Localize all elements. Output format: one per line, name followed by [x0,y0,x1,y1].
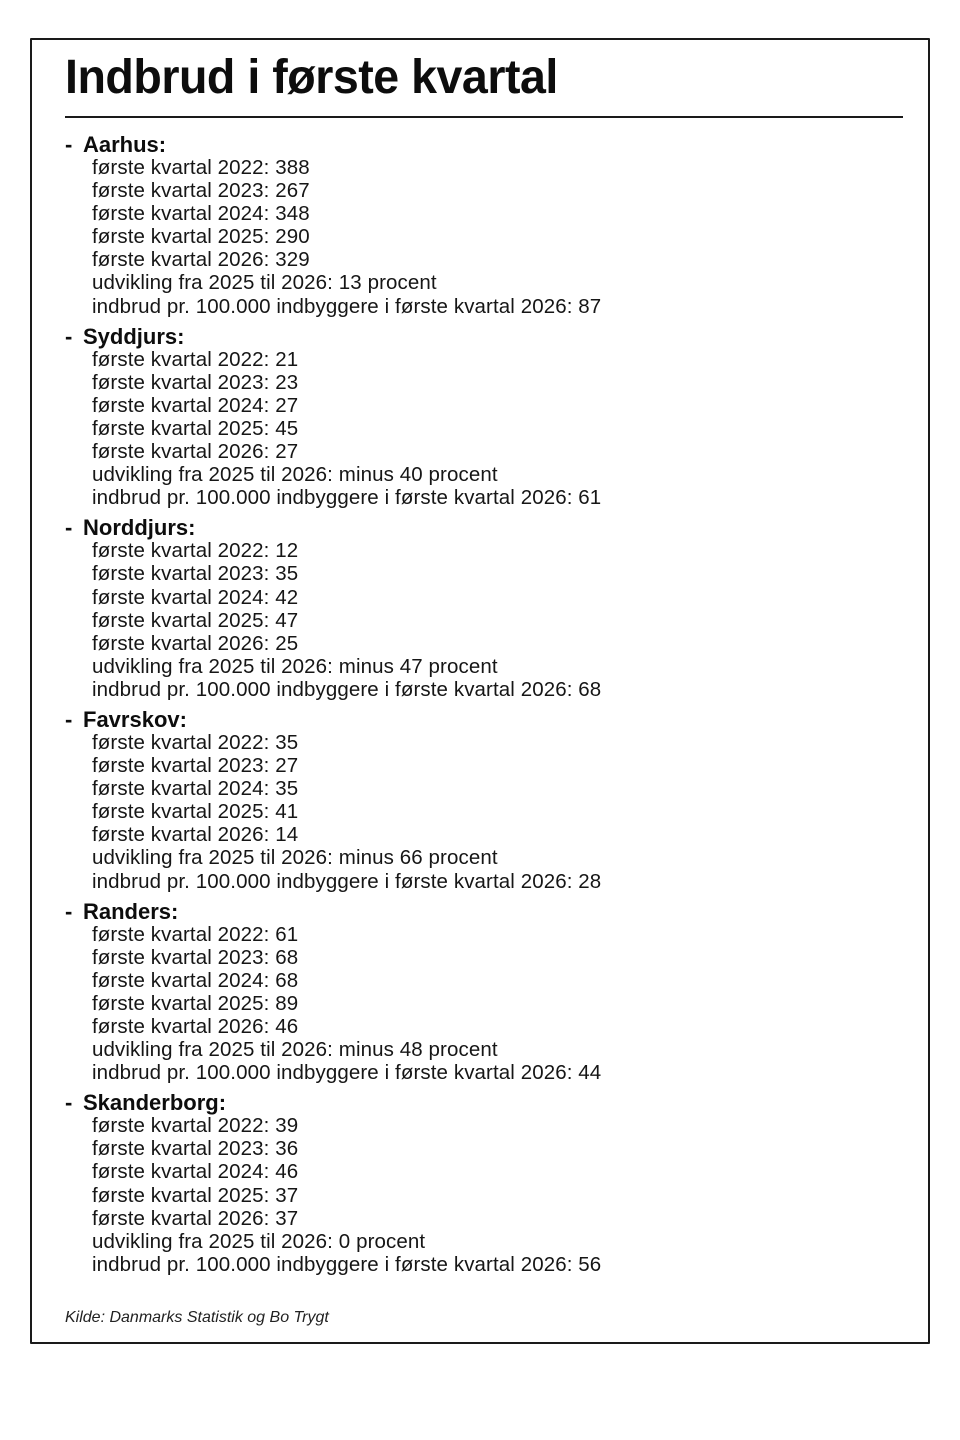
municipality-section-syddjurs [65,324,905,510]
stat-line: første kvartal 2026: 46 [92,1015,299,1038]
stat-line: første kvartal 2022: 21 [92,347,299,371]
list-dash: - [65,706,73,732]
stat-line: første kvartal 2024: 46 [92,1160,299,1184]
stat-line: første kvartal 2024: 68 [92,968,299,992]
stat-line: første kvartal 2025: 47 [92,608,299,632]
list-dash: - [65,898,73,924]
per-capita-line: indbrud pr. 100.000 indbyggere i første kvartal 2026: 44 [92,1061,602,1085]
stat-line: første kvartal 2026: 329 [92,248,310,272]
municipality-name: Favrskov: [83,706,187,732]
stat-line: første kvartal 2023: 68 [92,945,299,969]
stat-line: første kvartal 2026: 37 [92,1206,299,1230]
stat-line: første kvartal 2025: 290 [92,225,310,249]
change-line: udvikling fra 2025 til 2026: minus 47 procent [92,654,498,678]
municipality-list [65,132,905,1282]
stat-line: første kvartal 2023: 35 [92,562,299,586]
municipality-section-favrskov [65,707,905,893]
per-capita-line: indbrud pr. 100.000 indbyggere i første kvartal 2026: 87 [92,294,602,318]
per-capita-line: indbrud pr. 100.000 indbyggere i første kvartal 2026: 68 [92,677,602,701]
stat-line: første kvartal 2022: 61 [92,922,299,946]
change-line: udvikling fra 2025 til 2026: minus 48 procent [92,1038,498,1062]
stat-line: første kvartal 2022: 388 [92,156,310,179]
section-heading [65,1090,905,1116]
municipality-section-randers [65,899,905,1085]
stat-line: første kvartal 2024: 348 [92,202,310,226]
stat-line: første kvartal 2026: 14 [92,823,299,847]
stat-line: første kvartal 2025: 41 [92,800,299,824]
stat-lines [92,1114,905,1276]
stat-line: første kvartal 2022: 39 [92,1114,299,1138]
stat-line: første kvartal 2025: 89 [92,991,299,1015]
infographic-card [30,38,930,1344]
list-dash: - [65,323,73,349]
stat-line: første kvartal 2026: 27 [92,440,299,464]
list-dash: - [65,515,73,541]
source-credit: Kilde: Danmarks Statistik og Bo Trygt [65,1309,329,1326]
stat-line: første kvartal 2024: 42 [92,585,299,609]
stat-line: første kvartal 2025: 45 [92,416,299,440]
stat-lines [92,539,905,701]
stat-line: første kvartal 2023: 23 [92,370,299,394]
stat-lines [92,731,905,893]
stat-line: første kvartal 2024: 35 [92,777,299,801]
municipality-name: Aarhus: [83,132,167,157]
stat-lines [92,923,905,1085]
list-dash: - [65,132,73,157]
stat-lines [92,348,905,510]
municipality-name: Randers: [83,898,179,924]
municipality-name: Norddjurs: [83,515,196,541]
section-heading [65,515,905,541]
stat-line: første kvartal 2026: 25 [92,631,299,655]
change-line: udvikling fra 2025 til 2026: 0 procent [92,1229,426,1253]
per-capita-line: indbrud pr. 100.000 indbyggere i første kvartal 2026: 28 [92,869,602,893]
municipality-section-skanderborg [65,1090,905,1276]
stat-line: første kvartal 2023: 27 [92,754,299,778]
stat-lines [92,156,905,318]
change-line: udvikling fra 2025 til 2026: minus 66 procent [92,846,498,870]
stat-line: første kvartal 2023: 267 [92,179,310,203]
title-divider [65,116,903,118]
stat-line: første kvartal 2024: 27 [92,393,299,417]
stat-line: første kvartal 2022: 35 [92,730,299,754]
section-heading [65,707,905,733]
section-heading [65,899,905,925]
municipality-name: Syddjurs: [83,323,185,349]
municipality-name: Skanderborg: [83,1090,227,1116]
stat-line: første kvartal 2025: 37 [92,1183,299,1207]
stat-line: første kvartal 2022: 12 [92,539,299,563]
section-heading [65,132,905,158]
page-title: Indbrud i første kvartal [65,51,558,104]
per-capita-line: indbrud pr. 100.000 indbyggere i første kvartal 2026: 61 [92,486,602,510]
stat-line: første kvartal 2023: 36 [92,1137,299,1161]
list-dash: - [65,1090,73,1116]
municipality-section-aarhus [65,132,905,318]
per-capita-line: indbrud pr. 100.000 indbyggere i første kvartal 2026: 56 [92,1252,602,1276]
change-line: udvikling fra 2025 til 2026: 13 procent [92,271,437,295]
municipality-section-norddjurs [65,515,905,701]
change-line: udvikling fra 2025 til 2026: minus 40 procent [92,463,498,487]
section-heading [65,324,905,350]
